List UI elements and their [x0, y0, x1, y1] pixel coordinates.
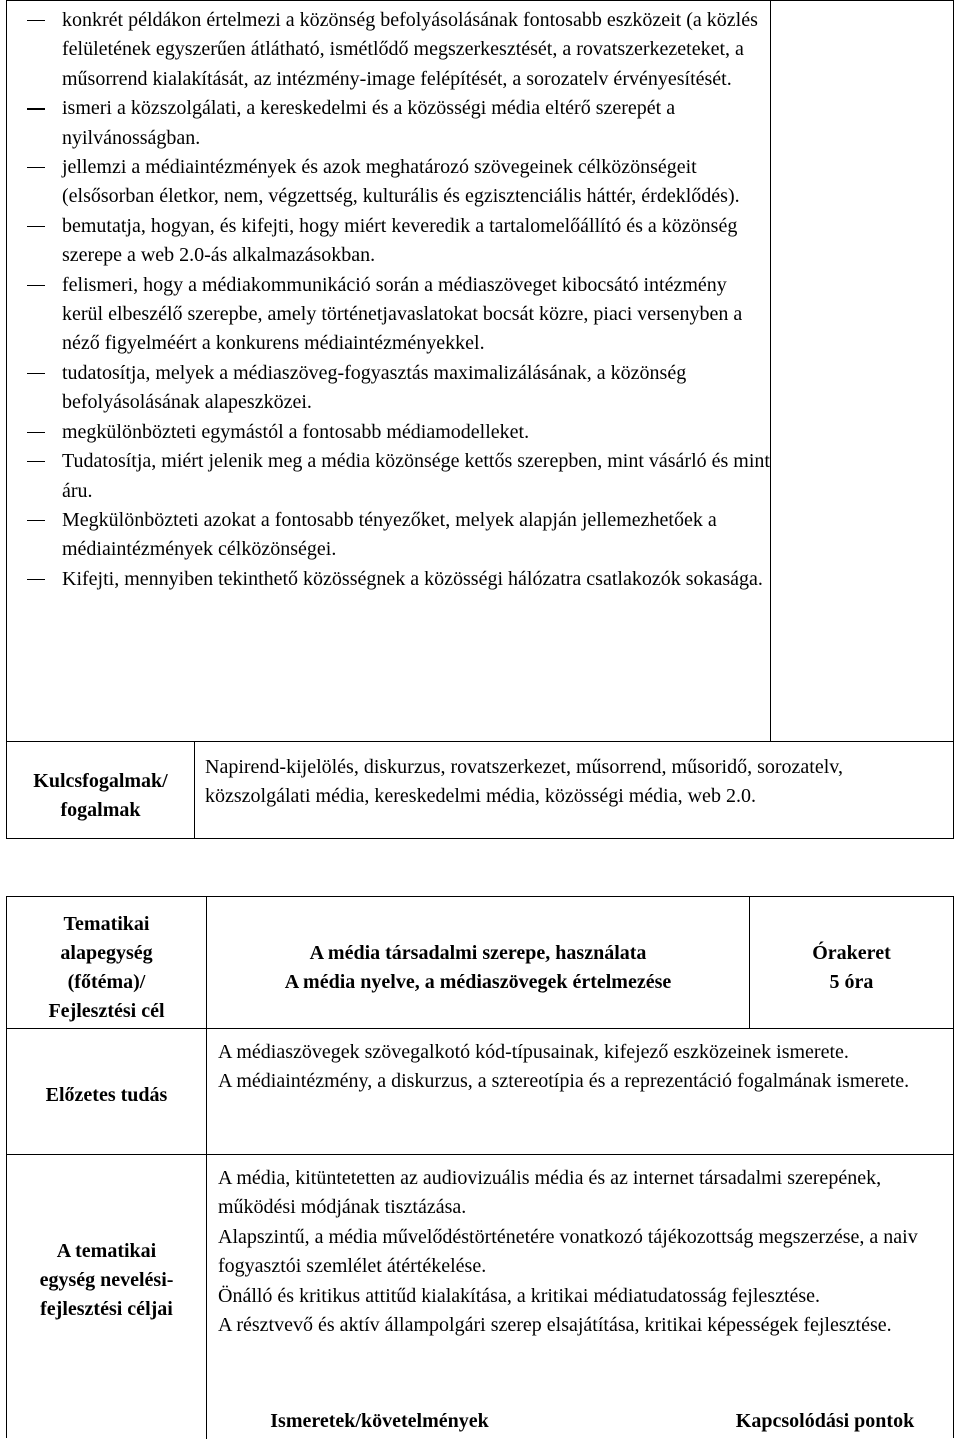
unit-header-label [7, 910, 206, 1026]
hours-label: Órakeret [812, 942, 891, 964]
unit-header-line: alapegység [60, 942, 153, 964]
unit-header-line: Tematikai [63, 913, 150, 935]
paragraph: A média, kitüntetetten az audiovizuális média és az internet társadalmi szerepének, működési módjának tisztázása. [218, 1167, 882, 1219]
list-item: bemutatja, hogyan, és kifejti, hogy miért keveredik a tartalomelőállító és a közönség szerepe a web 2.0-ás alkalmazásokban. [8, 212, 770, 271]
keywords-label [7, 767, 194, 825]
list-item: Kifejti, mennyiben tekinthető közösségnek a közösségi hálózatra csatlakozók sokasága. [8, 565, 770, 594]
keywords-text: Napirend-kijelölés, diskurzus, rovatszerkezet, műsorrend, műsoridő, sorozatelv, közszolgálati média, kereskedelmi média, közösségi média, web 2.0. [205, 756, 843, 808]
list-item: Tudatosítja, miért jelenik meg a média közönsége kettős szerepben, mint vásárló és mint áru. [8, 447, 770, 506]
paragraph: Önálló és kritikus attitűd kialakítása, a kritikai médiatudatosság fejlesztése. [218, 1284, 821, 1307]
goals-text [218, 1164, 943, 1340]
paragraph: A résztvevő és aktív állampolgári szerep elsajátítása, kritikai képességek fejlesztése. [218, 1314, 892, 1337]
list-item: jellemzi a médiaintézmények és azok meghatározó szövegeinek célközönségeit (elsősorban életkor, nem, végzettség, kulturális és egzisztenciális háttér, érdeklődés). [8, 153, 770, 212]
unit-title [207, 939, 749, 997]
requirements-column-header: Ismeretek/követelmények [270, 1410, 489, 1432]
unit-title-line2: A média nyelve, a médiaszövegek értelmezése [284, 971, 672, 993]
list-item: tudatosítja, melyek a médiaszöveg-fogyasztás maximalizálásának, a közönség befolyásolásának alapeszközei. [8, 359, 770, 418]
unit-header-line: (főtéma)/ [67, 971, 146, 993]
hours-box [750, 939, 953, 997]
outcomes-cell [8, 6, 770, 594]
list-item: Megkülönbözteti azokat a fontosabb tényezőket, melyek alapján jellemezhetőek a médiaintézmények célközönségei. [8, 506, 770, 565]
outcomes-list [8, 6, 770, 594]
unit-title-line1: A média társadalmi szerepe, használata [309, 942, 647, 964]
prior-knowledge-label: Előzetes tudás [45, 1084, 168, 1106]
unit-header-line: Fejlesztési cél [48, 1000, 165, 1022]
unit-table [6, 896, 954, 1438]
table-divider [7, 741, 953, 742]
goals-label-line: fejlesztési céljai [40, 1298, 173, 1320]
list-item: ismeri a közszolgálati, a kereskedelmi és a közösségi média eltérő szerepét a nyilvánosságban. [8, 94, 770, 153]
paragraph: A médiaintézmény, a diskurzus, a sztereotípia és a reprezentáció fogalmának ismerete. [218, 1070, 910, 1093]
goals-label [7, 1237, 206, 1324]
goals-label-line: egység nevelési- [39, 1269, 174, 1291]
keywords-label-line1: Kulcsfogalmak/ [33, 770, 168, 792]
table-divider [7, 1028, 953, 1029]
paragraph: A médiaszövegek szövegalkotó kód-típusainak, kifejező eszközeinek ismerete. [218, 1041, 849, 1063]
keywords-label-line2: fogalmak [60, 799, 141, 821]
requirements-table [6, 0, 954, 839]
list-item: konkrét példákon értelmezi a közönség befolyásolásának fontosabb eszközeit (a közlés felületének egyszerűen átlátható, ismétlődő megszerkesztését, a rovatszerkezeteket, a műsorrend kialakítását, az intézmény-image felépítését, a sorozatelv érvényesítését. [8, 6, 770, 94]
list-item: felismeri, hogy a médiakommunikáció során a médiaszöveget kibocsátó intézmény kerül elbeszélő szerepbe, amely történetjavaslatokat bocsát közre, piaci versenyben a néző figyelméért a konkurens médiaintézményekkel. [8, 271, 770, 359]
list-item: megkülönbözteti egymástól a fontosabb médiamodelleket. [8, 418, 770, 447]
hours-value: 5 óra [829, 971, 874, 993]
prior-knowledge-text [218, 1038, 943, 1097]
goals-label-line: A tematikai [56, 1240, 157, 1262]
table-divider [770, 1, 771, 741]
table-divider [194, 741, 195, 839]
connections-column-header: Kapcsolódási pontok [735, 1410, 915, 1432]
paragraph: Alapszintű, a média művelődéstörténetére vonatkozó tájékozottság megszerzése, a naiv fogyasztói szemlélet átértékelése. [218, 1225, 918, 1278]
table-divider [7, 1154, 953, 1155]
